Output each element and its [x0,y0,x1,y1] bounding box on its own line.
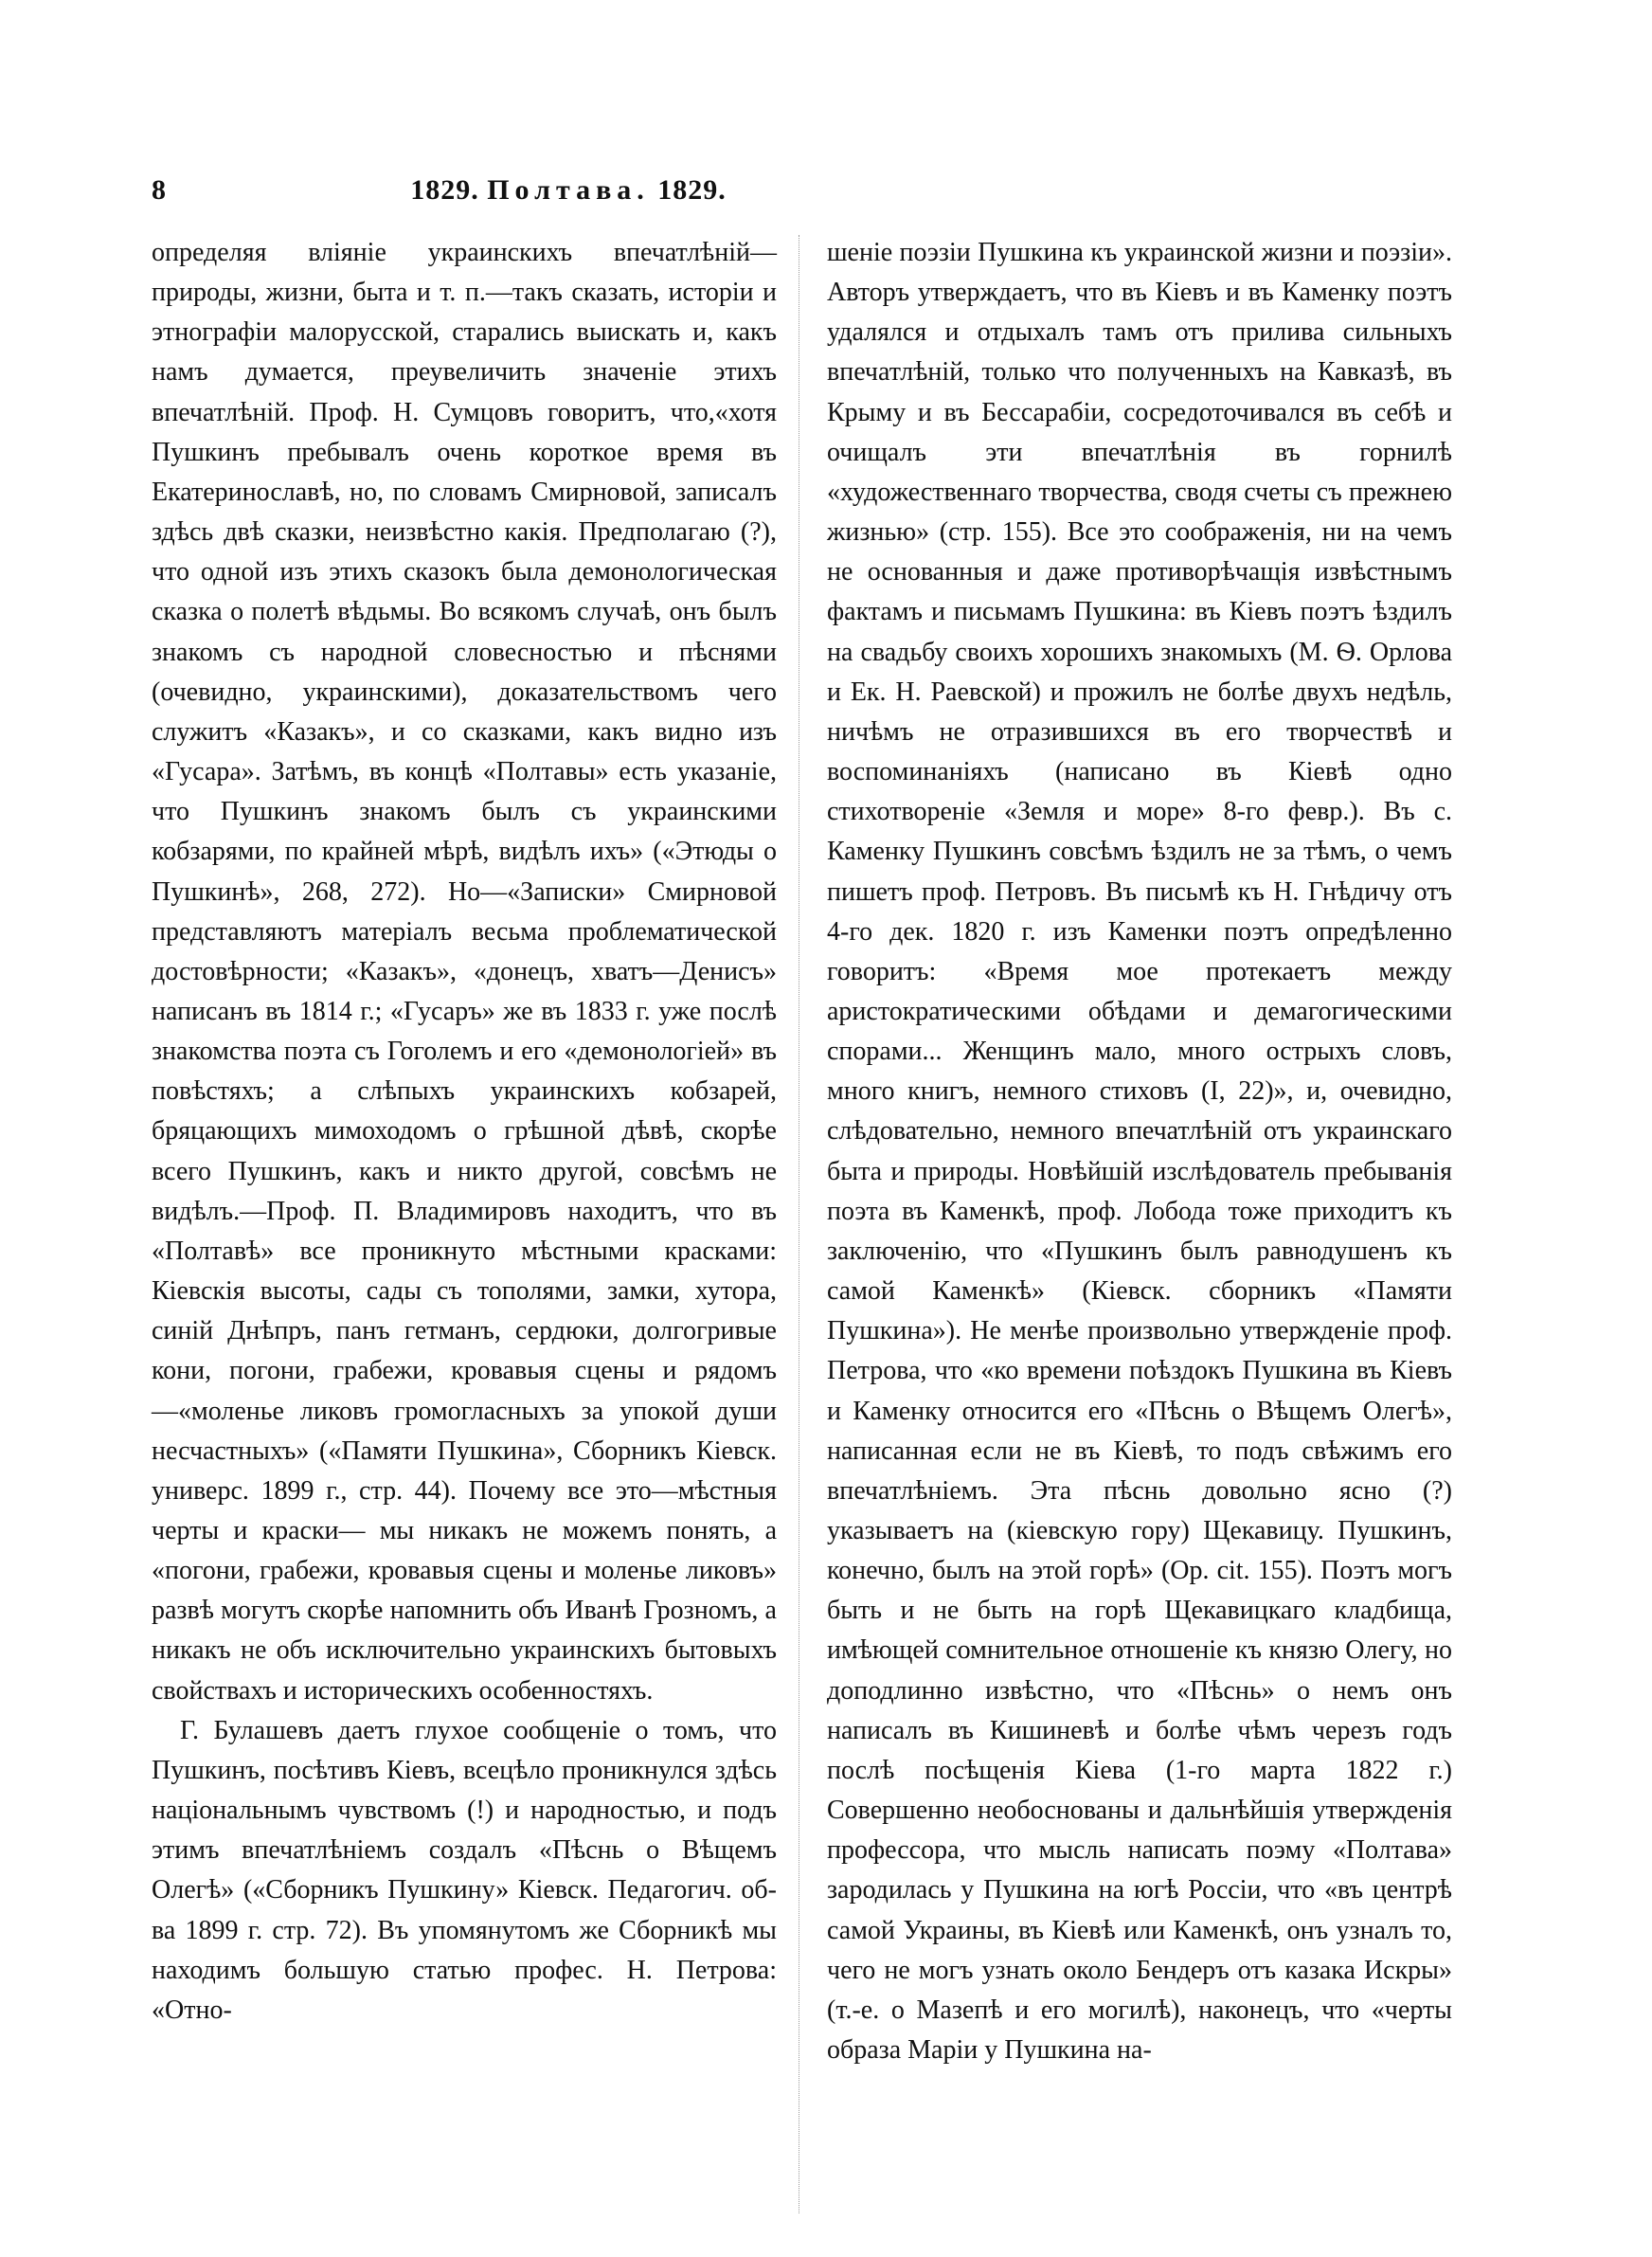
header-year-left: 1829. [410,174,479,206]
left-column [152,233,777,2031]
header-year-right: 1829. [657,174,727,206]
right-column [827,233,1452,2070]
left-paragraph-1: определяя влiянiе украинскихъ впечатлѣнiй—природы, жизни, быта и т. п.—такъ сказать, исторiи и этнографiи малорусской, старались выискать и, какъ намъ думается, преувеличить значенiе этихъ впечатлѣнiй. Проф. Н. Сумцовъ говоритъ, что,«хотя Пушкинъ пребывалъ очень короткое время въ Екатеринославѣ, но, по словамъ Смирновой, записалъ здѣсь двѣ сказки, неизвѣстно какiя. Предполагаю (?), что одной изъ этихъ сказокъ была демонологическая сказка о полетѣ вѣдьмы. Во всякомъ случаѣ, онъ былъ знакомъ съ народной словесностью и пѣснями (очевидно, украинскими), доказательствомъ чего служитъ «Казакъ», и со сказками, какъ видно изъ «Гусара». Затѣмъ, въ концѣ «Полтавы» есть указанiе, что Пушкинъ знакомъ былъ съ украинскими кобзарями, по крайней мѣрѣ, видѣлъ ихъ» («Этюды о Пушкинѣ», 268, 272). Но—«Записки» Смирновой представляютъ матерiалъ весьма проблематической достовѣрности; «Казакъ», «донецъ, хватъ—Денисъ» написанъ въ 1814 г.; «Гусаръ» же въ 1833 г. уже послѣ знакомства поэта съ Гоголемъ и его «демонологiей» въ повѣстяхъ; а слѣпыхъ украинскихъ кобзарей, бряцающихъ мимоходомъ о грѣшной дѣвѣ, скорѣе всего Пушкинъ, какъ и никто другой, совсѣмъ не видѣлъ.—Проф. П. Владимировъ находитъ, что въ «Полтавѣ» все проникнуто мѣстными красками: Кiевскiя высоты, сады съ тополями, замки, хутора, синiй Днѣпръ, панъ гетманъ, сердюки, долгогривые кони, погони, грабежи, кровавыя сцены и рядомъ—«моленье ликовъ громогласныхъ за упокой души несчастныхъ» («Памяти Пушкина», Сборникъ Кiевск. универс. 1899 г., стр. 44). Почему все это—мѣстныя черты и краски— мы никакъ не можемъ понять, а «погони, грабежи, кровавыя сцены и моленье ликовъ» развѣ могутъ скорѣе напомнить объ Иванѣ Грозномъ, а никакъ не объ исключительно украинскихъ бытовыхъ свойствахъ и историческихъ особенностяхъ. [152,238,777,1706]
page-number: 8 [152,174,166,206]
left-paragraph-2: Г. Булашевъ даетъ глухое сообщенiе о томъ, что Пушкинъ, посѣтивъ Кiевъ, всецѣло проникнулся здѣсь нацiональнымъ чувствомъ (!) и народностью, и подъ этимъ впечатлѣнiемъ создалъ «Пѣснь о Вѣщемъ Олегѣ» («Сборникъ Пушкину» Кiевск. Педагогич. об-ва 1899 г. стр. 72). Въ упомянутомъ же Сборникѣ мы находимъ большую статью профес. Н. Петрова: «Отно- [152,1715,777,2025]
running-header [152,167,985,214]
running-title [152,167,985,214]
header-title: Полтава. [487,174,650,206]
right-paragraph-1: шенiе поэзiи Пушкина къ украинской жизни и поэзiи». Авторъ утверждаетъ, что въ Кiевъ и въ Каменку поэтъ удалялся и отдыхалъ тамъ отъ прилива сильныхъ впечатлѣнiй, только что полученныхъ на Кавказѣ, въ Крыму и въ Бессарабiи, сосредоточивался въ себѣ и очищалъ эти впечатлѣнiя въ горнилѣ «художественнаго творчества, сводя счеты съ прежнею жизнью» (стр. 155). Все это соображенiя, ни на чемъ не основанныя и даже противорѣчащiя извѣстнымъ фактамъ и письмамъ Пушкина: въ Кiевъ поэтъ ѣздилъ на свадьбу своихъ хорошихъ знакомыхъ (М. Ѳ. Орлова и Ек. Н. Раевской) и прожилъ не болѣе двухъ недѣль, ничѣмъ не отразившихся въ его творчествѣ и воспоминанiяхъ (написано въ Кiевѣ одно стихотворенiе «Земля и море» 8-го февр.). Въ с. Каменку Пушкинъ совсѣмъ ѣздилъ не за тѣмъ, о чемъ пишетъ проф. Петровъ. Въ письмѣ къ Н. Гнѣдичу отъ 4-го дек. 1820 г. изъ Каменки поэтъ опредѣленно говоритъ: «Время мое протекаетъ между аристократическими обѣдами и демагогическими спорами... Женщинъ мало, много острыхъ словъ, много книгъ, немного стиховъ (I, 22)», и, очевидно, слѣдовательно, немного впечатлѣнiй отъ украинскаго быта и природы. Новѣйшiй изслѣдователь пребыванiя поэта въ Каменкѣ, проф. Лобода тоже приходитъ къ заключенiю, что «Пушкинъ былъ равнодушенъ къ самой Каменкѣ» (Кiевск. сборникъ «Памяти Пушкина»). Не менѣе произвольно утвержденiе проф. Петрова, что «ко времени поѣздокъ Пушкина въ Кiевъ и Каменку относится его «Пѣснь о Вѣщемъ Олегѣ», написанная если не въ Кiевѣ, то подъ свѣжимъ его впечатлѣнiемъ. Эта пѣснь довольно ясно (?) указываетъ на (кiевскую гору) Щекавицу. Пушкинъ, конечно, былъ на этой горѣ» (Op. cit. 155). Поэтъ могъ быть и не быть на горѣ Щекавицкаго кладбища, имѣющей сомнительное отношенiе къ князю Олегу, но доподлинно извѣстно, что «Пѣснь» о немъ онъ написалъ въ Кишиневѣ и болѣе чѣмъ черезъ годъ послѣ посѣщенiя Кiева (1-го марта 1822 г.) Совершенно необоснованы и дальнѣйшiя утвержденiя профессора, что мысль написать поэму «Полтава» зародилась у Пушкина на югѣ Россiи, что «въ центрѣ самой Украины, въ Кiевѣ или Каменкѣ, онъ узналъ то, чего не могъ узнать около Бендеръ отъ казака Искры» (т.-е. о Мазепѣ и его могилѣ), наконецъ, что «черты образа Марiи у Пушкина на- [827,238,1452,2066]
